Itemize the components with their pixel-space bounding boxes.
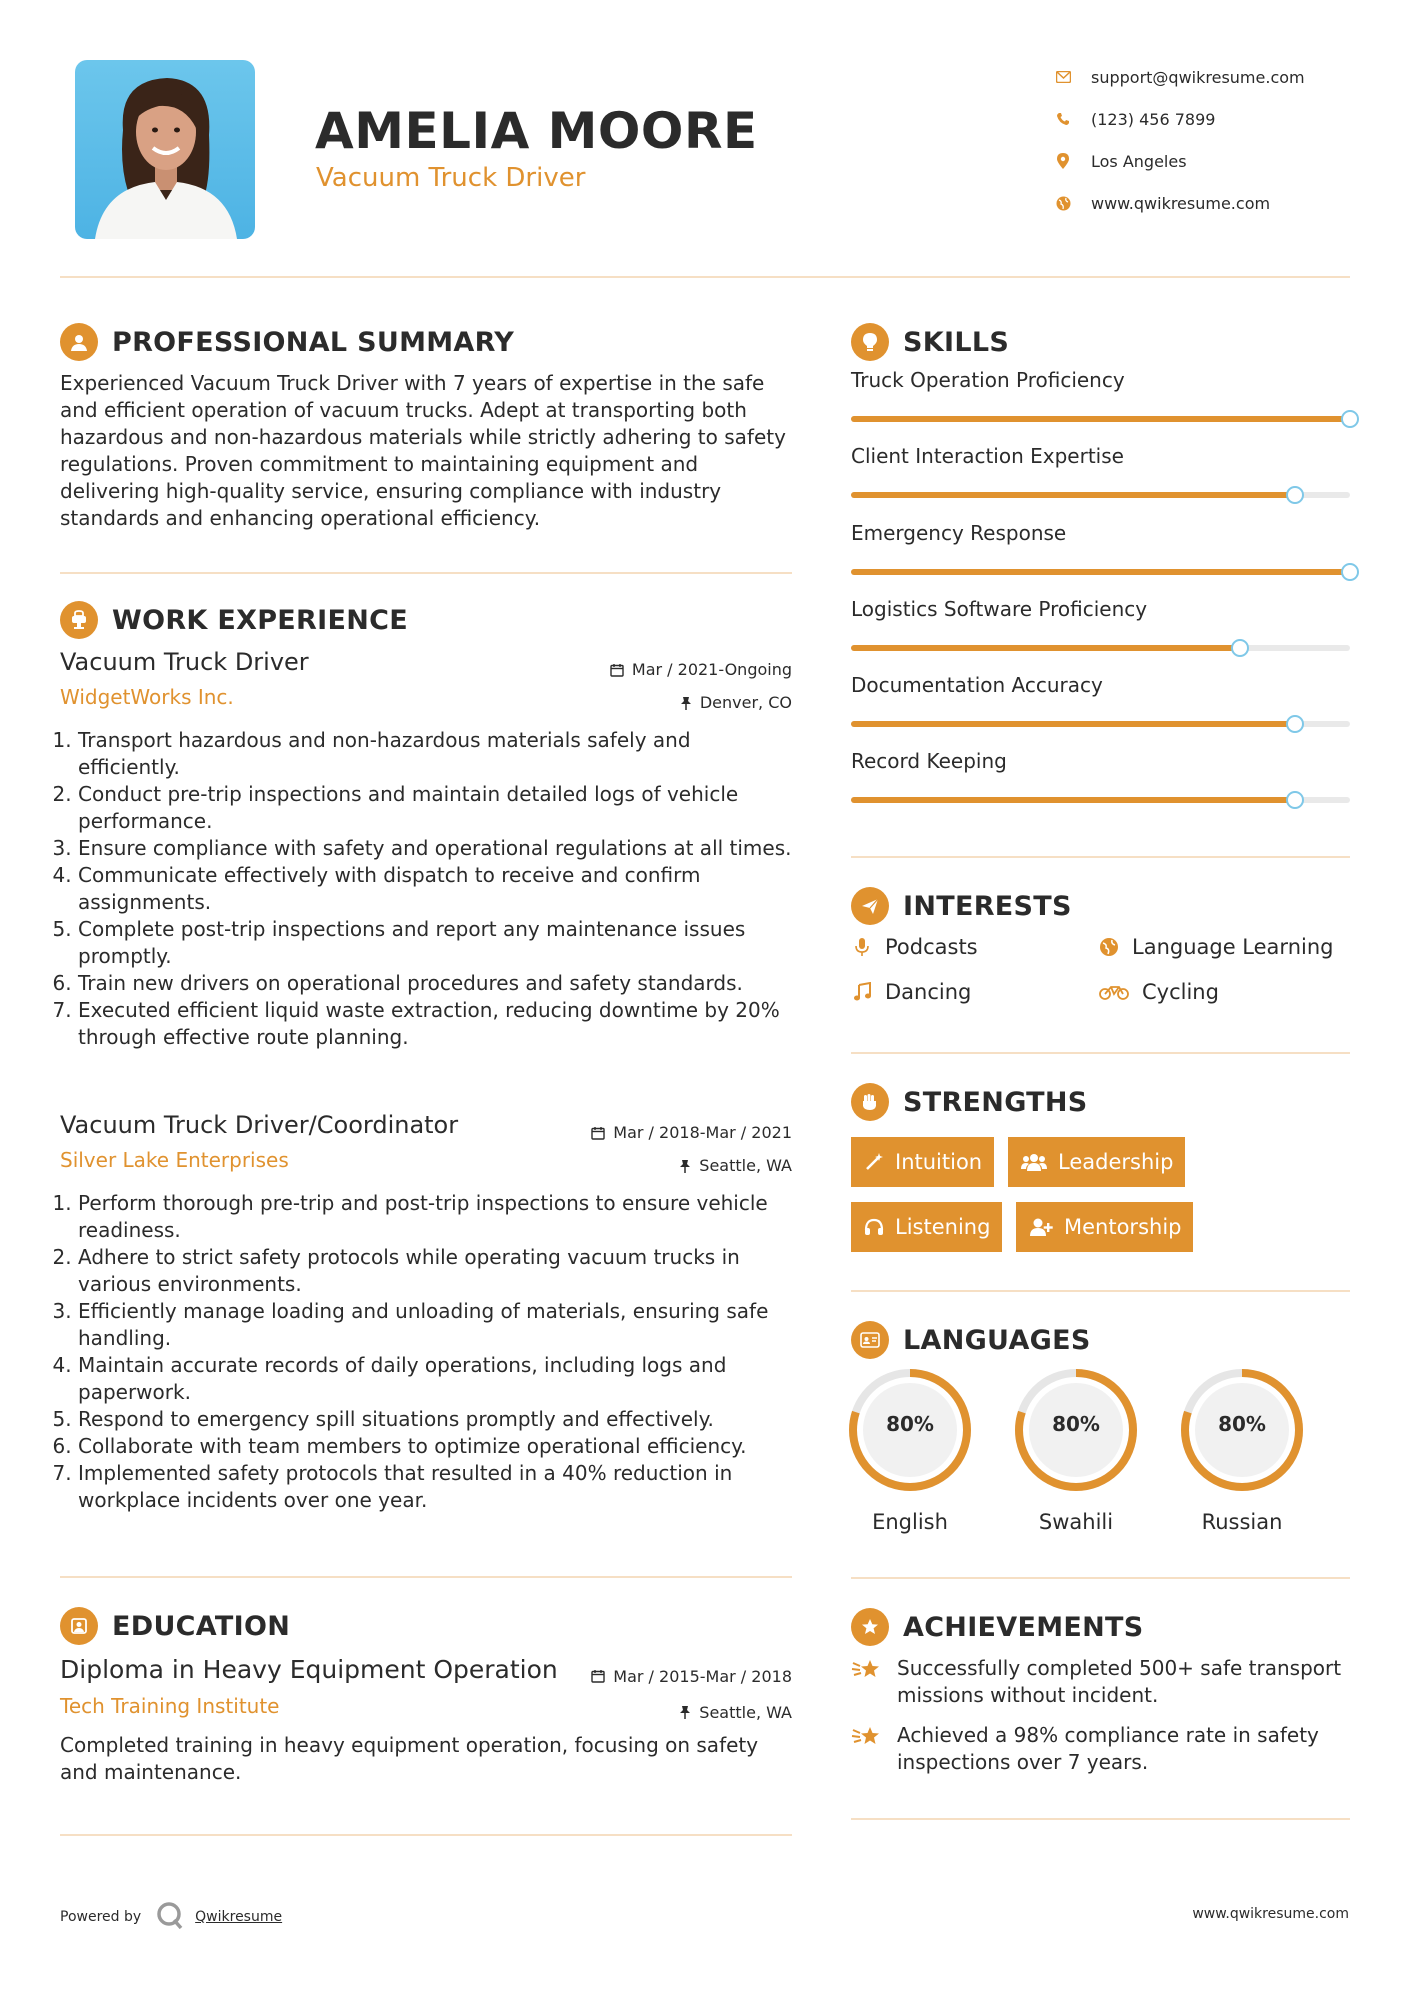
user-plus-icon — [1028, 1216, 1054, 1238]
globe-icon — [1055, 195, 1071, 211]
interest-label: Dancing — [885, 980, 972, 1004]
pushpin-icon — [679, 1705, 691, 1719]
headphones-icon — [863, 1216, 885, 1238]
candidate-title: Vacuum Truck Driver — [316, 163, 586, 193]
skill-name: Client Interaction Expertise — [851, 444, 1124, 469]
skill-item — [851, 673, 1350, 749]
skill-track — [851, 721, 1350, 727]
pushpin-icon — [680, 696, 692, 710]
language-percent: 80% — [1052, 1412, 1100, 1436]
education-location: Seattle, WA — [699, 1702, 792, 1722]
summary-heading-label: PROFESSIONAL SUMMARY — [112, 326, 515, 358]
contact-phone[interactable] — [1055, 98, 1355, 140]
pushpin-icon — [679, 1159, 691, 1173]
languages-heading — [851, 1321, 1091, 1359]
experience-divider — [60, 1576, 792, 1578]
skill-item — [851, 368, 1350, 444]
header-divider — [60, 276, 1350, 278]
list-item: 4. Communicate effectively with dispatch to receive and confirm assignments. — [78, 862, 792, 916]
interest-item — [851, 980, 971, 1004]
job-company: WidgetWorks Inc. — [60, 685, 234, 709]
graduation-icon — [60, 1607, 98, 1645]
contact-phone-text: (123) 456 7899 — [1091, 109, 1216, 129]
list-item: 4. Maintain accurate records of daily operations, including logs and paperwork. — [78, 1352, 792, 1406]
skill-item — [851, 521, 1350, 597]
job-company: Silver Lake Enterprises — [60, 1148, 289, 1172]
skill-track — [851, 797, 1350, 803]
profile-photo — [75, 60, 255, 239]
education-dates: Mar / 2015-Mar / 2018 — [613, 1666, 792, 1686]
education-degree: Diploma in Heavy Equipment Operation — [60, 1655, 558, 1684]
interest-label: Cycling — [1142, 980, 1219, 1004]
skill-item — [851, 597, 1350, 673]
skill-fill — [851, 645, 1240, 651]
language-percent: 80% — [886, 1412, 934, 1436]
skill-knob — [1286, 715, 1304, 733]
skill-track — [851, 492, 1350, 498]
language-item — [848, 1368, 972, 1534]
languages-heading-label: LANGUAGES — [903, 1324, 1091, 1356]
user-icon — [60, 323, 98, 361]
contact-list — [1055, 56, 1355, 224]
list-item: 6. Collaborate with team members to optimize operational efficiency. — [78, 1433, 792, 1460]
list-item: 3. Efficiently manage loading and unloading of materials, ensuring safe handling. — [78, 1298, 792, 1352]
footer-url[interactable]: www.qwikresume.com — [1192, 1906, 1349, 1922]
skill-item — [851, 749, 1350, 825]
brand-link[interactable]: Qwikresume — [195, 1909, 283, 1925]
qwikresume-logo-icon — [155, 1900, 185, 1934]
strength-label: Intuition — [895, 1150, 983, 1174]
strength-label: Listening — [895, 1215, 991, 1239]
job-entry — [60, 648, 792, 1051]
job-location: Denver, CO — [699, 693, 792, 712]
education-divider — [60, 1834, 792, 1836]
list-item: 1. Transport hazardous and non-hazardous materials safely and efficiently. — [78, 727, 792, 781]
map-pin-icon — [1055, 153, 1071, 169]
list-item: 7. Implemented safety protocols that resulted in a 40% reduction in workplace incidents over one year. — [78, 1460, 792, 1514]
strengths-heading-label: STRENGTHS — [903, 1086, 1088, 1118]
strength-label: Leadership — [1058, 1150, 1174, 1174]
skill-knob — [1341, 563, 1359, 581]
skill-fill — [851, 721, 1295, 727]
calendar-icon — [591, 1669, 605, 1683]
contact-email-text: support@qwikresume.com — [1091, 67, 1305, 87]
skills-list — [851, 368, 1350, 826]
calendar-icon — [610, 663, 624, 677]
skill-fill — [851, 492, 1295, 498]
achievements-heading-label: ACHIEVEMENTS — [903, 1611, 1144, 1643]
contact-location — [1055, 140, 1355, 182]
job-dates: Mar / 2018-Mar / 2021 — [613, 1123, 792, 1142]
shooting-star-icon — [851, 1722, 885, 1750]
education-heading-label: EDUCATION — [112, 1610, 291, 1642]
group-icon — [1020, 1151, 1048, 1173]
job-entry — [60, 1111, 792, 1514]
star-badge-icon — [851, 1608, 889, 1646]
language-percent: 80% — [1218, 1412, 1266, 1436]
globe-icon — [1098, 936, 1120, 958]
interests-heading — [851, 887, 1072, 925]
strength-chip — [851, 1137, 994, 1187]
list-item: 2. Conduct pre-trip inspections and maintain detailed logs of vehicle performance. — [78, 781, 792, 835]
achievements-divider — [851, 1818, 1350, 1820]
list-item: 3. Ensure compliance with safety and operational regulations at all times. — [78, 835, 792, 862]
strengths-heading — [851, 1083, 1088, 1121]
list-item: 5. Complete post-trip inspections and report any maintenance issues promptly. — [78, 916, 792, 970]
job-role: Vacuum Truck Driver — [60, 648, 309, 676]
strength-chip — [1008, 1137, 1185, 1187]
phone-icon — [1055, 111, 1071, 127]
skill-item — [851, 444, 1350, 520]
strength-chip — [851, 1202, 1002, 1252]
interest-item — [1098, 980, 1219, 1004]
interests-heading-label: INTERESTS — [903, 890, 1072, 922]
id-card-icon — [851, 1321, 889, 1359]
candidate-name: AMELIA MOORE — [315, 102, 758, 160]
summary-divider — [60, 572, 792, 574]
languages-divider — [851, 1577, 1350, 1579]
list-item: 6. Train new drivers on operational procedures and safety standards. — [78, 970, 792, 997]
music-note-icon — [851, 981, 873, 1003]
skills-heading-label: SKILLS — [903, 326, 1010, 358]
skill-name: Record Keeping — [851, 749, 1007, 774]
achievement-item — [851, 1722, 1361, 1776]
job-role: Vacuum Truck Driver/Coordinator — [60, 1111, 459, 1139]
contact-location-text: Los Angeles — [1091, 151, 1187, 171]
education-heading — [60, 1607, 290, 1645]
education-description: Completed training in heavy equipment operation, focusing on safety and maintenance. — [60, 1733, 759, 1784]
skill-fill — [851, 416, 1350, 422]
job-duties — [60, 1190, 792, 1514]
bicycle-icon — [1098, 981, 1130, 1003]
interests-divider — [851, 1052, 1350, 1054]
language-item — [1014, 1368, 1138, 1534]
interest-label: Language Learning — [1132, 935, 1334, 959]
job-meta — [591, 1116, 792, 1182]
skill-track — [851, 645, 1350, 651]
language-name: Russian — [1201, 1510, 1283, 1534]
footer-powered-by — [60, 1900, 282, 1934]
microphone-icon — [851, 936, 873, 958]
list-item: 1. Perform thorough pre-trip and post-trip inspections to ensure vehicle readiness. — [78, 1190, 792, 1244]
achievement-text: Achieved a 98% compliance rate in safety inspections over 7 years. — [897, 1723, 1319, 1774]
list-item: 5. Respond to emergency spill situations promptly and effectively. — [78, 1406, 792, 1433]
contact-email[interactable] — [1055, 56, 1355, 98]
skill-fill — [851, 797, 1295, 803]
achievements-heading — [851, 1608, 1144, 1646]
contact-website-text: www.qwikresume.com — [1091, 193, 1271, 213]
calendar-icon — [591, 1126, 605, 1140]
fist-icon — [851, 1083, 889, 1121]
shooting-star-icon — [851, 1655, 885, 1683]
job-dates: Mar / 2021-Ongoing — [631, 660, 792, 679]
skill-name: Emergency Response — [851, 520, 1067, 545]
strengths-divider — [851, 1290, 1350, 1292]
skill-knob — [1286, 791, 1304, 809]
strength-label: Mentorship — [1064, 1215, 1182, 1239]
education-school: Tech Training Institute — [60, 1694, 280, 1718]
achievement-text: Successfully completed 500+ safe transport missions without incident. — [897, 1656, 1342, 1707]
powered-by-label: Powered by — [60, 1909, 142, 1925]
experience-heading-label: WORK EXPERIENCE — [112, 604, 408, 636]
lightbulb-icon — [851, 323, 889, 361]
job-duties — [60, 727, 792, 1051]
contact-website[interactable] — [1055, 182, 1355, 224]
strength-chip — [1016, 1202, 1193, 1252]
skill-name: Documentation Accuracy — [851, 673, 1103, 698]
skills-divider — [851, 856, 1350, 858]
language-name: Swahili — [1038, 1510, 1114, 1534]
skill-knob — [1231, 639, 1249, 657]
education-entry — [60, 1655, 792, 1786]
language-name: English — [872, 1510, 948, 1534]
list-item: 7. Executed efficient liquid waste extraction, reducing downtime by 20% through effective route planning. — [78, 997, 792, 1051]
interest-item — [851, 935, 978, 959]
envelope-icon — [1055, 69, 1071, 85]
summary-text: Experienced Vacuum Truck Driver with 7 years of expertise in the safe and efficient operation of vacuum trucks. Adept at transporting both hazardous and non-hazardous materials while strictly adhering to safety regulations. Proven commitment to maintaining equipment and delivering high-quality service, ensuring compliance with industry standards and enhancing operational efficiency. — [60, 371, 786, 530]
job-location: Seattle, WA — [699, 1156, 792, 1175]
skill-knob — [1286, 486, 1304, 504]
skill-knob — [1341, 410, 1359, 428]
skill-track — [851, 569, 1350, 575]
achievement-item — [851, 1655, 1361, 1709]
education-meta — [591, 1658, 792, 1730]
paper-plane-icon — [851, 887, 889, 925]
magic-wand-icon — [863, 1151, 885, 1173]
skill-fill — [851, 569, 1350, 575]
interest-item — [1098, 935, 1333, 959]
summary-heading — [60, 323, 514, 361]
list-item: 2. Adhere to strict safety protocols while operating vacuum trucks in various environments. — [78, 1244, 792, 1298]
experience-heading — [60, 601, 408, 639]
interest-label: Podcasts — [885, 935, 978, 959]
skill-track — [851, 416, 1350, 422]
skill-name: Logistics Software Proficiency — [851, 596, 1148, 621]
language-item — [1180, 1368, 1304, 1534]
skill-name: Truck Operation Proficiency — [851, 368, 1125, 392]
job-meta — [610, 653, 792, 719]
briefcase-icon — [60, 601, 98, 639]
skills-heading — [851, 323, 1009, 361]
